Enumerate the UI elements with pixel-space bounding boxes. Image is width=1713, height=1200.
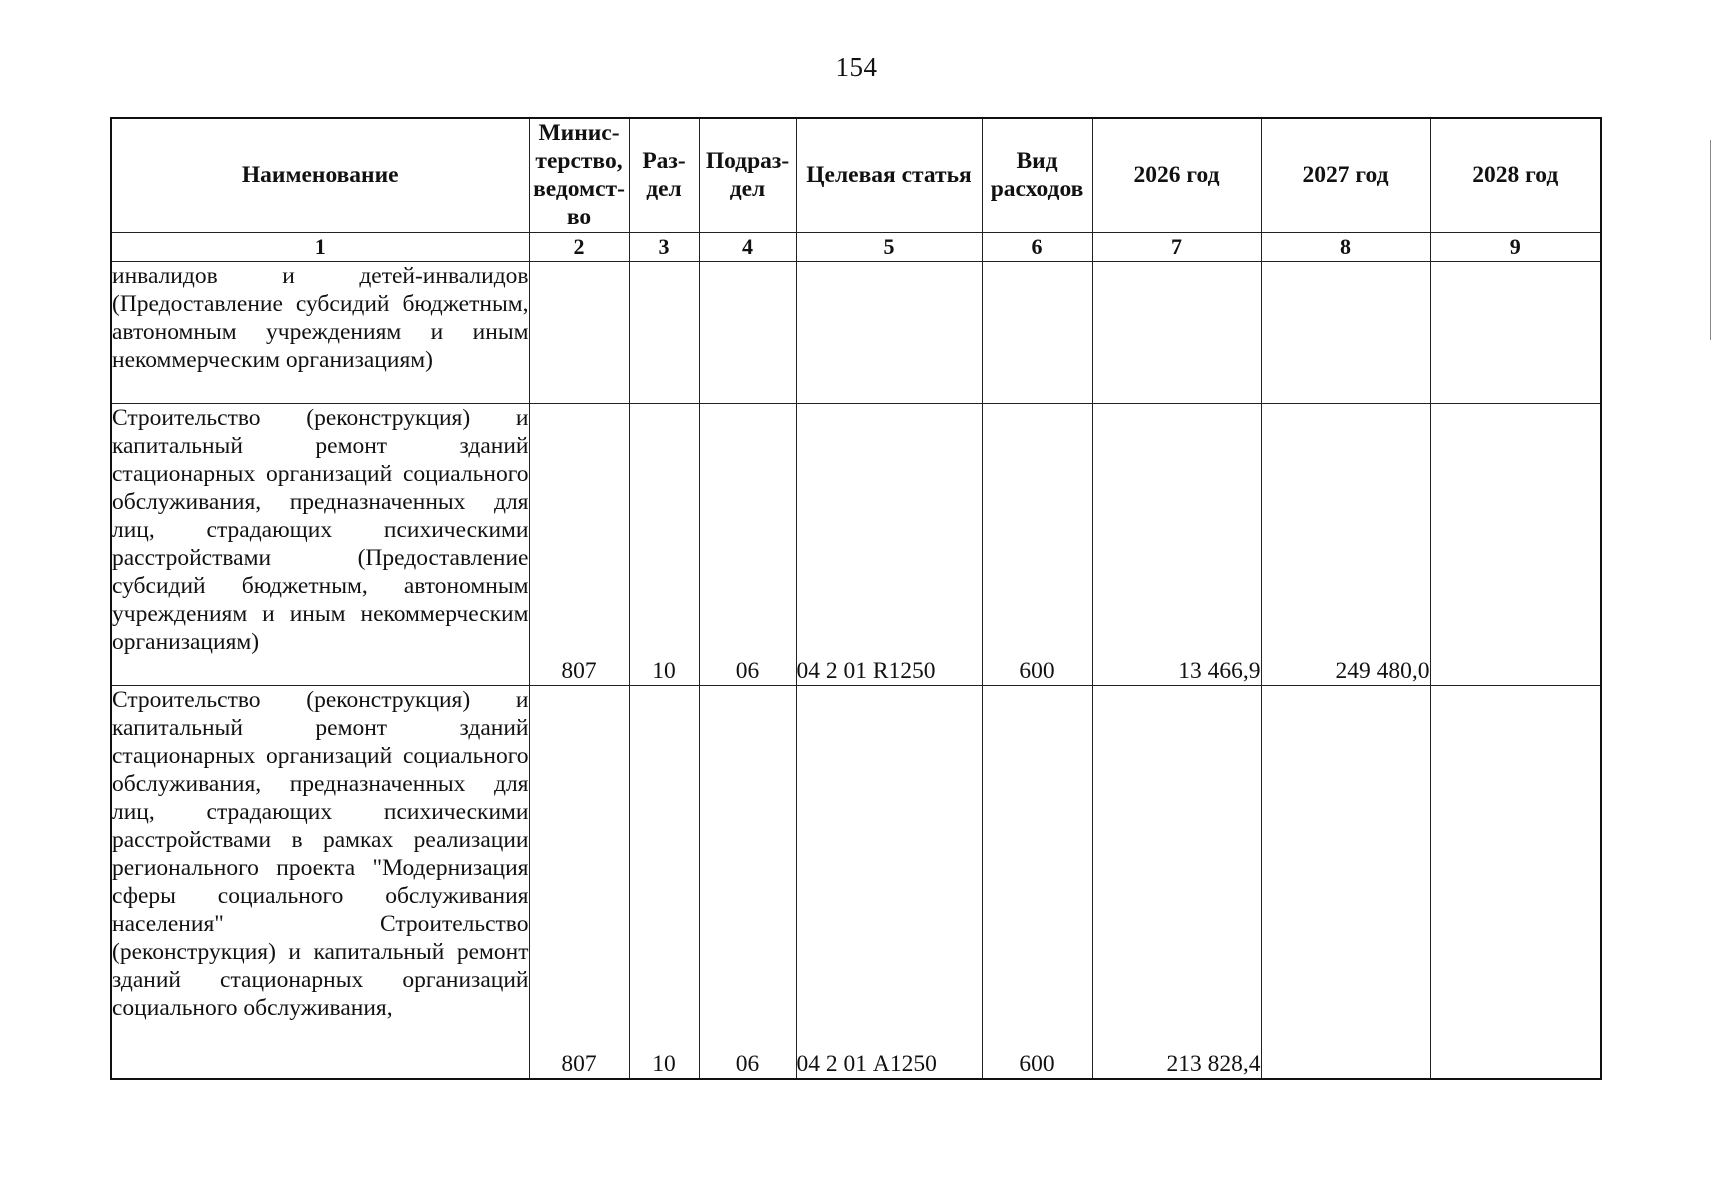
row-target-article — [796, 261, 982, 403]
table-row — [111, 261, 1601, 403]
budget-table — [110, 117, 1602, 1080]
row-subsection — [699, 261, 796, 403]
column-number: 4 — [699, 232, 796, 261]
row-amount-2027: 249 480,0 — [1261, 403, 1430, 685]
row-expense-type — [982, 261, 1092, 403]
table-row — [111, 685, 1601, 1079]
column-number: 1 — [111, 232, 529, 261]
row-subsection: 06 — [699, 685, 796, 1079]
row-amount-2026 — [1092, 261, 1261, 403]
column-number: 8 — [1261, 232, 1430, 261]
row-target-article: 04 2 01 R1250 — [796, 403, 982, 685]
row-amount-2027 — [1261, 261, 1430, 403]
row-section: 10 — [629, 403, 699, 685]
row-ministry: 807 — [529, 403, 629, 685]
column-number: 2 — [529, 232, 629, 261]
column-number: 5 — [796, 232, 982, 261]
row-amount-2026: 213 828,4 — [1092, 685, 1261, 1079]
row-expense-type: 600 — [982, 685, 1092, 1079]
page-number: 154 — [835, 52, 878, 82]
column-number: 6 — [982, 232, 1092, 261]
row-amount-2028 — [1430, 261, 1601, 403]
header-target-article: Целевая статья — [796, 118, 982, 232]
row-amount-2027 — [1261, 685, 1430, 1079]
header-ministry: Минис-терство, ведомст-во — [529, 118, 629, 232]
scan-edge-mark — [1710, 140, 1711, 340]
column-number: 7 — [1092, 232, 1261, 261]
header-name: Наименование — [111, 118, 529, 232]
row-subsection: 06 — [699, 403, 796, 685]
header-subsection: Подраз-дел — [699, 118, 796, 232]
column-number: 9 — [1430, 232, 1601, 261]
header-year-2028: 2028 год — [1430, 118, 1601, 232]
header-section: Раз-дел — [629, 118, 699, 232]
header-year-2027: 2027 год — [1261, 118, 1430, 232]
row-ministry — [529, 261, 629, 403]
row-amount-2026: 13 466,9 — [1092, 403, 1261, 685]
header-row — [111, 118, 1601, 232]
column-number: 3 — [629, 232, 699, 261]
row-expense-type: 600 — [982, 403, 1092, 685]
table-row — [111, 403, 1601, 685]
row-amount-2028 — [1430, 403, 1601, 685]
row-amount-2028 — [1430, 685, 1601, 1079]
header-expense-type: Вид расходов — [982, 118, 1092, 232]
row-section: 10 — [629, 685, 699, 1079]
row-ministry: 807 — [529, 685, 629, 1079]
row-target-article: 04 2 01 А1250 — [796, 685, 982, 1079]
row-name: Строительство (реконструкция) и капитальный ремонт зданий стационарных организаций социального обслуживания, предназначенных для лиц, страдающих психическими расстройствами в рамках реализации регионального проекта "Модернизация сферы социального обслуживания населения" Строительство (реконструкция) и капитальный ремонт зданий стационарных организаций социального обслуживания, — [111, 685, 529, 1079]
column-number-row — [111, 232, 1601, 261]
header-year-2026: 2026 год — [1092, 118, 1261, 232]
row-section — [629, 261, 699, 403]
row-name: Строительство (реконструкция) и капитальный ремонт зданий стационарных организаций социального обслуживания, предназначенных для лиц, страдающих психическими расстройствами (Предоставление субсидий бюджетным, автономным учреждениям и иным некоммерческим организациям) — [111, 403, 529, 685]
row-name: инвалидов и детей-инвалидов (Предоставление субсидий бюджетным, автономным учреждениям и иным некоммерческим организациям) — [111, 261, 529, 403]
